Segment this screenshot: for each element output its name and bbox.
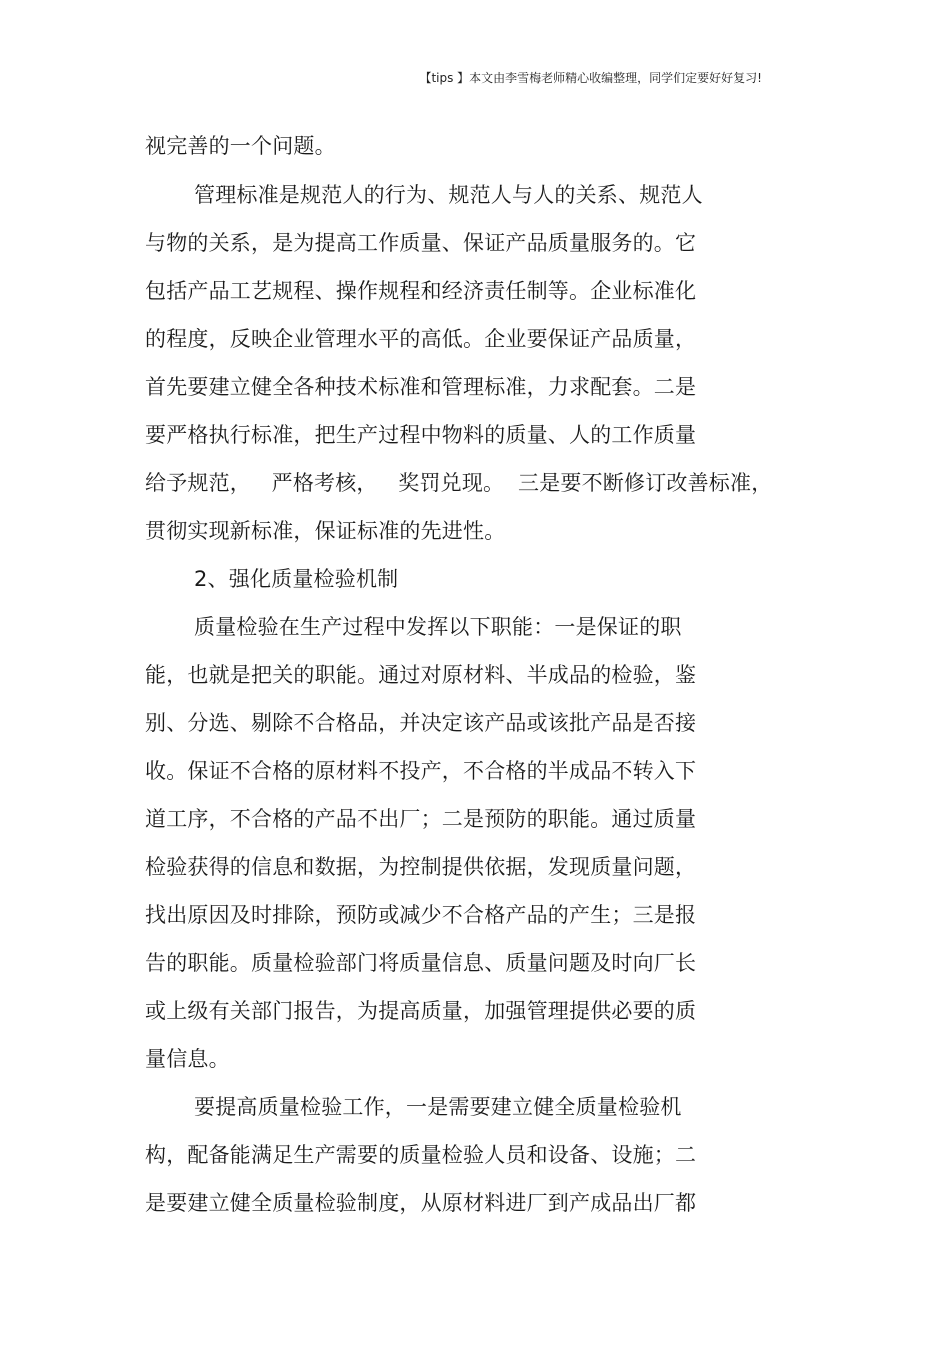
paragraph-line: 要提高质量检验工作，一是需要建立健全质量检验机 [194,1095,682,1119]
paragraph-line: 视完善的一个问题。 [145,134,336,158]
paragraph-line: 首先要建立健全各种技术标准和管理标准，力求配套。二是 [145,375,697,399]
paragraph-line: 是要建立健全质量检验制度，从原材料进厂到产成品出厂都 [145,1191,697,1215]
paragraph-line: 检验获得的信息和数据，为控制提供依据，发现质量问题， [145,855,697,879]
paragraph-line: 能，也就是把关的职能。通过对原材料、半成品的检验，鉴 [145,663,697,687]
paragraph-line: 或上级有关部门报告，为提高质量，加强管理提供必要的质 [145,999,697,1023]
paragraph-line: 贯彻实现新标准，保证标准的先进性。 [145,519,506,543]
paragraph-line: 收。保证不合格的原材料不投产，不合格的半成品不转入下 [145,759,697,783]
paragraph-line: 找出原因及时排除，预防或减少不合格产品的产生；三是报 [145,903,697,927]
paragraph-line: 构，配备能满足生产需要的质量检验人员和设备、设施；二 [145,1143,697,1167]
paragraph-line: 告的职能。质量检验部门将质量信息、质量问题及时向厂长 [145,951,697,975]
paragraph-line: 量信息。 [145,1047,230,1071]
section-heading: 2、强化质量检验机制 [194,567,399,591]
paragraph-line: 质量检验在生产过程中发挥以下职能：一是保证的职 [194,615,682,639]
header-note: 【tips 】本文由李雪梅老师精心收编整理，同学们定要好好复习! [419,71,762,85]
paragraph-line: 与物的关系，是为提高工作质量、保证产品质量服务的。它 [145,231,697,255]
paragraph-line: 的程度，反映企业管理水平的高低。企业要保证产品质量， [145,327,697,351]
paragraph-line: 管理标准是规范人的行为、规范人与人的关系、规范人 [194,183,703,207]
paragraph-line: 要严格执行标准，把生产过程中物料的质量、人的工作质量 [145,423,697,447]
paragraph-line: 包括产品工艺规程、操作规程和经济责任制等。企业标准化 [145,279,697,303]
paragraph-line: 道工序，不合格的产品不出厂；二是预防的职能。通过质量 [145,807,697,831]
paragraph-line: 别、分选、剔除不合格品，并决定该产品或该批产品是否接 [145,711,697,735]
paragraph-line: 给予规范， 严格考核， 奖罚兑现。 三是要不断修订改善标准， [145,471,773,495]
